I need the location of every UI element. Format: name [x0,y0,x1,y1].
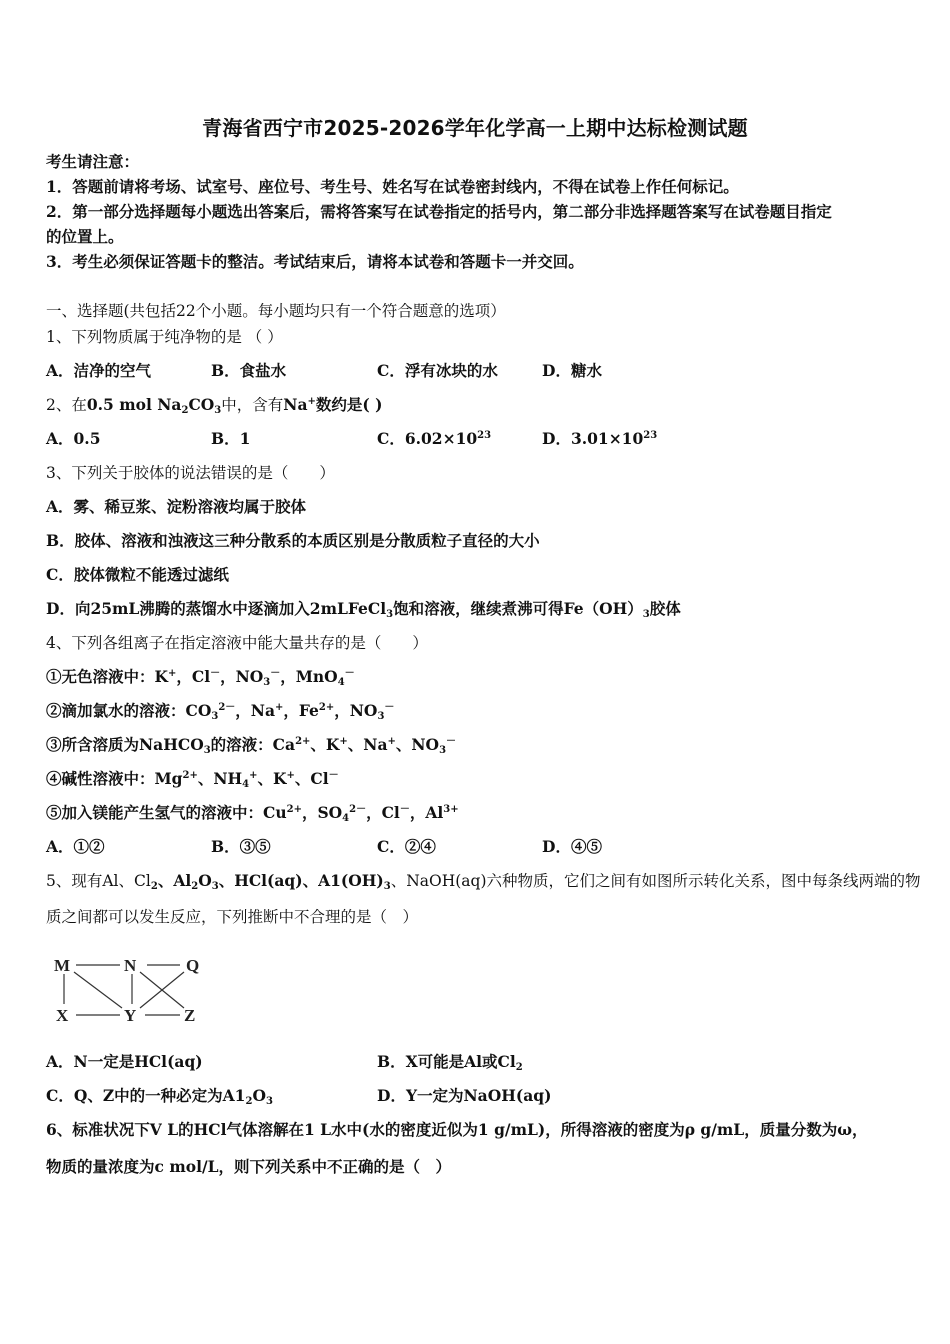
question-1-stem: 1、下列物质属于纯净物的是 （ ） [46,328,283,346]
q4-i2-text: ②滴加氯水的溶液：CO [46,701,212,720]
section-heading: 一、选择题(共包括22个小题。每小题均只有一个符合题意的选项） [46,302,506,320]
q4-i1-text: ，MnO [280,667,338,686]
question-2-stem [46,395,382,415]
q1-option-d: D．糖水 [542,361,602,380]
q4-i5-sup: 2+ [286,804,302,815]
q3-d-text: D．向25mL沸腾的蒸馏水中逐滴加入2mLFeCl [46,599,387,618]
q5-c-sub: 3 [265,1096,273,1107]
q5-c-sub: 2 [245,1096,253,1107]
question-5-stem-line-1 [46,871,921,891]
q4-i5-sup: － [399,804,410,815]
notice-item: 1．答题前请将考场、试室号、座位号、考生号、姓名写在试卷密封线内，不得在试卷上作任何标记。 [46,177,739,196]
diagram-label-z: Z [184,1006,196,1025]
q4-item-2 [46,701,394,721]
q3-d-text: 饱和溶液，继续煮沸可得Fe（OH） [393,599,643,618]
q3-d-sub: 3 [642,609,650,620]
q4-option-a: A．①② [46,837,105,856]
q5-sub: 3 [383,881,391,892]
q5-text: O [198,871,212,890]
q4-i1-sup: + [167,668,177,679]
diagram-label-x: X [56,1006,69,1025]
q4-i3-text: 、Na [347,735,388,754]
question-6-stem-line-2: 物质的量浓度为c mol/L，则下列关系中不正确的是（ ） [46,1157,452,1176]
q2-option-d-exp: 23 [643,430,658,441]
q5-sub: 2 [191,881,199,892]
q4-i3-text: ③所含溶质为NaHCO [46,735,204,754]
q4-i1-text: ①无色溶液中：K [46,667,168,686]
q4-i2-text: ，Fe [283,701,319,720]
q2-option-d-text: D．3.01×10 [542,429,644,448]
reaction-diagram [50,952,210,1028]
q4-i3-sub: 3 [203,745,211,756]
notice-item: 3．考生必须保证答题卡的整洁。考试结束后，请将本试卷和答题卡一并交回。 [46,252,584,271]
q2-text: 0.5 mol Na [86,395,182,414]
q4-i1-text: ，NO [220,667,264,686]
notice-item: 2．第一部分选择题每小题选出答案后，需将答案写在试卷指定的括号内，第二部分非选择题答案写在试卷题目指定 [46,202,832,221]
q4-i1-sup: － [270,668,281,679]
q4-i5-text: ，SO [301,803,343,822]
q4-i2-sup: 2－ [218,702,236,713]
q4-option-d: D．④⑤ [542,837,602,856]
question-3-stem: 3、下列关于胶体的说法错误的是（ ） [46,464,335,482]
q4-i4-sup: 2+ [182,770,198,781]
q2-option-c-text: C．6.02×10 [377,429,478,448]
q4-i3-text: 、NO [395,735,440,754]
q5-option-b [377,1052,523,1072]
q4-i5-sup: 3+ [443,804,459,815]
q2-sub: 2 [181,405,189,416]
q5-c-text: O [252,1086,266,1105]
q5-text: 、HCl(aq)、A1(OH) [218,871,384,890]
q5-option-a: A．N一定是HCl(aq) [46,1052,203,1071]
q1-option-b: B．食盐水 [211,361,287,380]
q2-sup: + [307,396,316,407]
q5-b-text: B．X可能是Al或Cl [377,1052,516,1071]
question-5-stem-line-2: 质之间都可以发生反应，下列推断中不合理的是（ ） [46,908,419,926]
q4-i4-text: 、K [257,769,287,788]
q5-text: 、Al [157,871,192,890]
q4-i3-sup: + [387,736,396,747]
q4-item-5 [46,803,459,823]
q2-sub: 3 [214,405,222,416]
diagram-label-n: N [124,956,137,975]
q4-i4-sup: － [328,770,339,781]
q5-option-c [46,1086,273,1106]
question-6-stem-line-1: 6、标准状况下V L的HCl气体溶解在1 L水中(水的密度近似为1 g/mL)，所得溶液的密度为ρ g/mL，质量分数为ω， [46,1120,868,1139]
notice-heading: 考生请注意： [46,152,140,171]
q2-option-c-exp: 23 [477,430,492,441]
q2-text: CO [188,395,215,414]
q2-text: 中，含有 [221,396,284,414]
q2-option-a: A．0.5 [46,429,101,448]
q4-i4-sup: + [249,770,258,781]
q4-i1-text: ，Cl [176,667,211,686]
q5-c-text: C．Q、Z中的一种必定为A1 [46,1086,246,1105]
diagram-line-m-y [74,972,122,1008]
q1-option-a: A．洁净的空气 [46,361,152,380]
q5-sub: 3 [211,881,219,892]
q4-i3-sup: + [339,736,348,747]
q4-i2-text: ，Na [235,701,275,720]
q5-text: 5、现有Al、Cl [46,872,151,890]
q3-d-sub: 3 [386,609,394,620]
diagram-label-m: M [54,956,71,975]
q2-option-b: B．1 [211,429,251,448]
q4-i2-sup: 2+ [318,702,335,713]
q3-option-c: C．胶体微粒不能透过滤纸 [46,565,229,584]
q5-b-sub: 2 [515,1062,523,1073]
q4-option-b: B．③⑤ [211,837,271,856]
q4-i2-sub: 3 [211,711,219,722]
diagram-label-y: Y [124,1006,137,1025]
q4-i3-sub: 3 [439,745,447,756]
q4-i1-sup: － [210,668,221,679]
q4-i2-text: ，NO [334,701,378,720]
q2-option-c [377,429,491,449]
q4-i4-sup: + [286,770,295,781]
diagram-label-q: Q [186,956,200,975]
q4-i1-sub: 4 [337,677,345,688]
q4-i4-text: 、Cl [294,769,329,788]
question-4-stem: 4、下列各组离子在指定溶液中能大量共存的是（ ） [46,634,428,652]
q3-option-a: A．雾、稀豆浆、淀粉溶液均属于胶体 [46,497,307,516]
q4-i4-sub: 4 [242,779,250,790]
q4-item-1 [46,667,355,687]
q4-item-3 [46,735,456,755]
q4-i4-text: 、NH [197,769,243,788]
q4-i5-text: ⑤加入镁能产生氢气的溶液中：Cu [46,803,287,822]
q5-sub: 2 [150,881,158,892]
q4-i2-sup: － [384,702,395,713]
q3-option-b: B．胶体、溶液和浊液这三种分散系的本质区别是分散质粒子直径的大小 [46,531,540,550]
q5-text: 、NaOH(aq)六种物质，它们之间有如图所示转化关系，图中每条线两端的物 [390,872,921,890]
q4-i1-sub: 3 [263,677,271,688]
q4-i3-sup: － [446,736,457,747]
q2-text: Na [283,395,308,414]
q4-i5-text: ，Al [409,803,444,822]
q4-i5-text: ，Cl [366,803,400,822]
q4-i3-text: 、K [310,735,340,754]
q4-i3-text: 的溶液：Ca [210,735,296,754]
q2-text: 2、在 [46,396,87,414]
notice-item: 的位置上。 [46,227,124,246]
q4-i2-sub: 3 [377,711,385,722]
q4-i1-sup: － [344,668,355,679]
q3-d-text: 胶体 [649,599,681,618]
q5-option-d: D．Y一定为NaOH(aq) [377,1086,552,1105]
q1-option-c: C．浮有冰块的水 [377,361,498,380]
exam-title: 青海省西宁市2025-2026学年化学高一上期中达标检测试题 [202,116,748,140]
q4-option-c: C．②④ [377,837,436,856]
q4-i2-sup: + [275,702,284,713]
q4-item-4 [46,769,339,789]
q4-i4-text: ④碱性溶液中：Mg [46,769,183,788]
q2-option-d [542,429,657,449]
q4-i5-sup: 2－ [349,804,367,815]
q3-option-d [46,599,681,619]
q4-i3-sup: 2+ [295,736,311,747]
q4-i5-sub: 4 [342,813,350,824]
q2-text: 数约是( ) [315,395,383,414]
